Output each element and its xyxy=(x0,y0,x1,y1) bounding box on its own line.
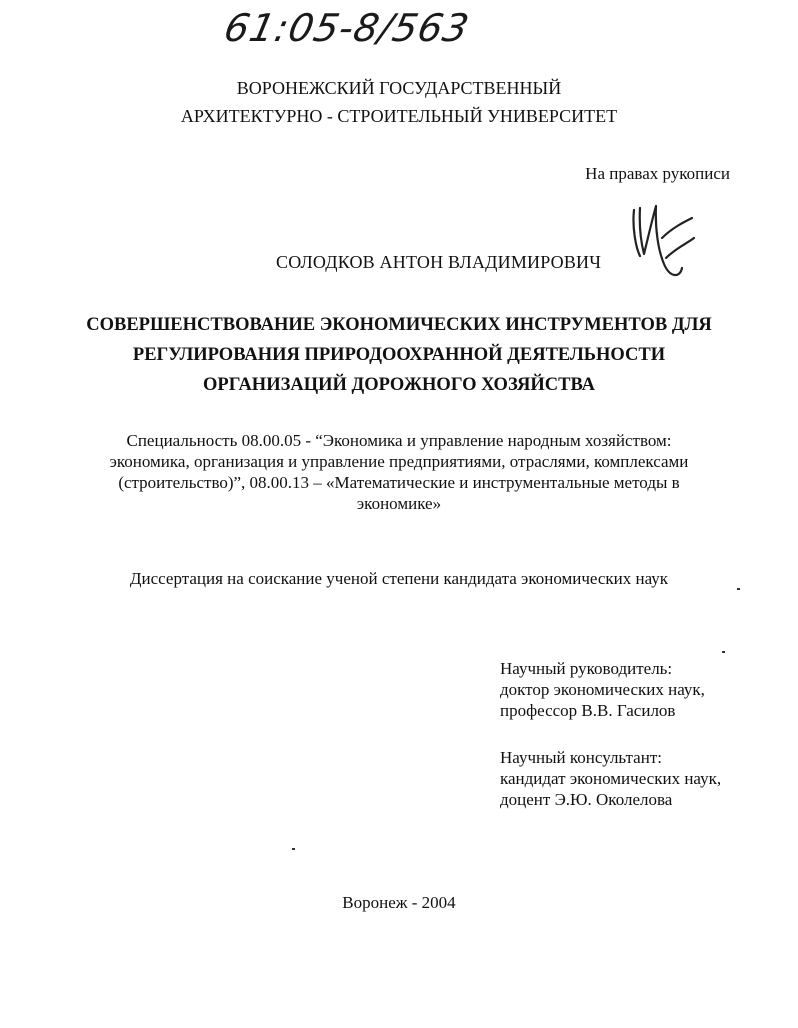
dissertation-title-line-2: РЕГУЛИРОВАНИЯ ПРИРОДООХРАННОЙ ДЕЯТЕЛЬНОСТИ xyxy=(132,345,666,365)
scan-speck xyxy=(737,588,740,590)
specialty-line-4: экономике» xyxy=(356,494,442,513)
consultant-label: Научный консультант: xyxy=(500,748,662,767)
specialty-line-2: экономика, организация и управление предприятиями, отраслями, комплексами xyxy=(109,452,689,471)
signature-icon xyxy=(622,198,702,288)
dissertation-degree-statement: Диссертация на соискание ученой степени кандидата экономических наук xyxy=(129,569,669,588)
scan-speck xyxy=(722,651,725,653)
dissertation-title-line-1: СОВЕРШЕНСТВОВАНИЕ ЭКОНОМИЧЕСКИХ ИНСТРУМЕНТОВ ДЛЯ xyxy=(86,315,712,335)
supervisor-degree: доктор экономических наук, xyxy=(500,680,705,699)
consultant-name: доцент Э.Ю. Околелова xyxy=(500,790,673,809)
specialty-line-3: (строительство)”, 08.00.13 – «Математические и инструментальные методы в xyxy=(118,473,680,492)
university-line-2: АРХИТЕКТУРНО - СТРОИТЕЛЬНЫЙ УНИВЕРСИТЕТ xyxy=(180,106,618,126)
consultant-degree: кандидат экономических наук, xyxy=(500,769,722,788)
supervisor-name: профессор В.В. Гасилов xyxy=(500,701,676,720)
rights-note: На правах рукописи xyxy=(585,164,730,183)
archive-handwritten-mark: 61:05-8/563 xyxy=(220,6,474,50)
supervisor-label: Научный руководитель: xyxy=(500,659,673,678)
university-line-1: ВОРОНЕЖСКИЙ ГОСУДАРСТВЕННЫЙ xyxy=(236,78,562,98)
dissertation-title-line-3: ОРГАНИЗАЦИЙ ДОРОЖНОГО ХОЗЯЙСТВА xyxy=(203,375,595,395)
city-year: Воронеж - 2004 xyxy=(342,893,456,912)
author-name: СОЛОДКОВ АНТОН ВЛАДИМИРОВИЧ xyxy=(276,252,602,272)
specialty-line-1: Специальность 08.00.05 - “Экономика и управление народным хозяйством: xyxy=(126,431,672,450)
scan-speck xyxy=(292,848,295,850)
